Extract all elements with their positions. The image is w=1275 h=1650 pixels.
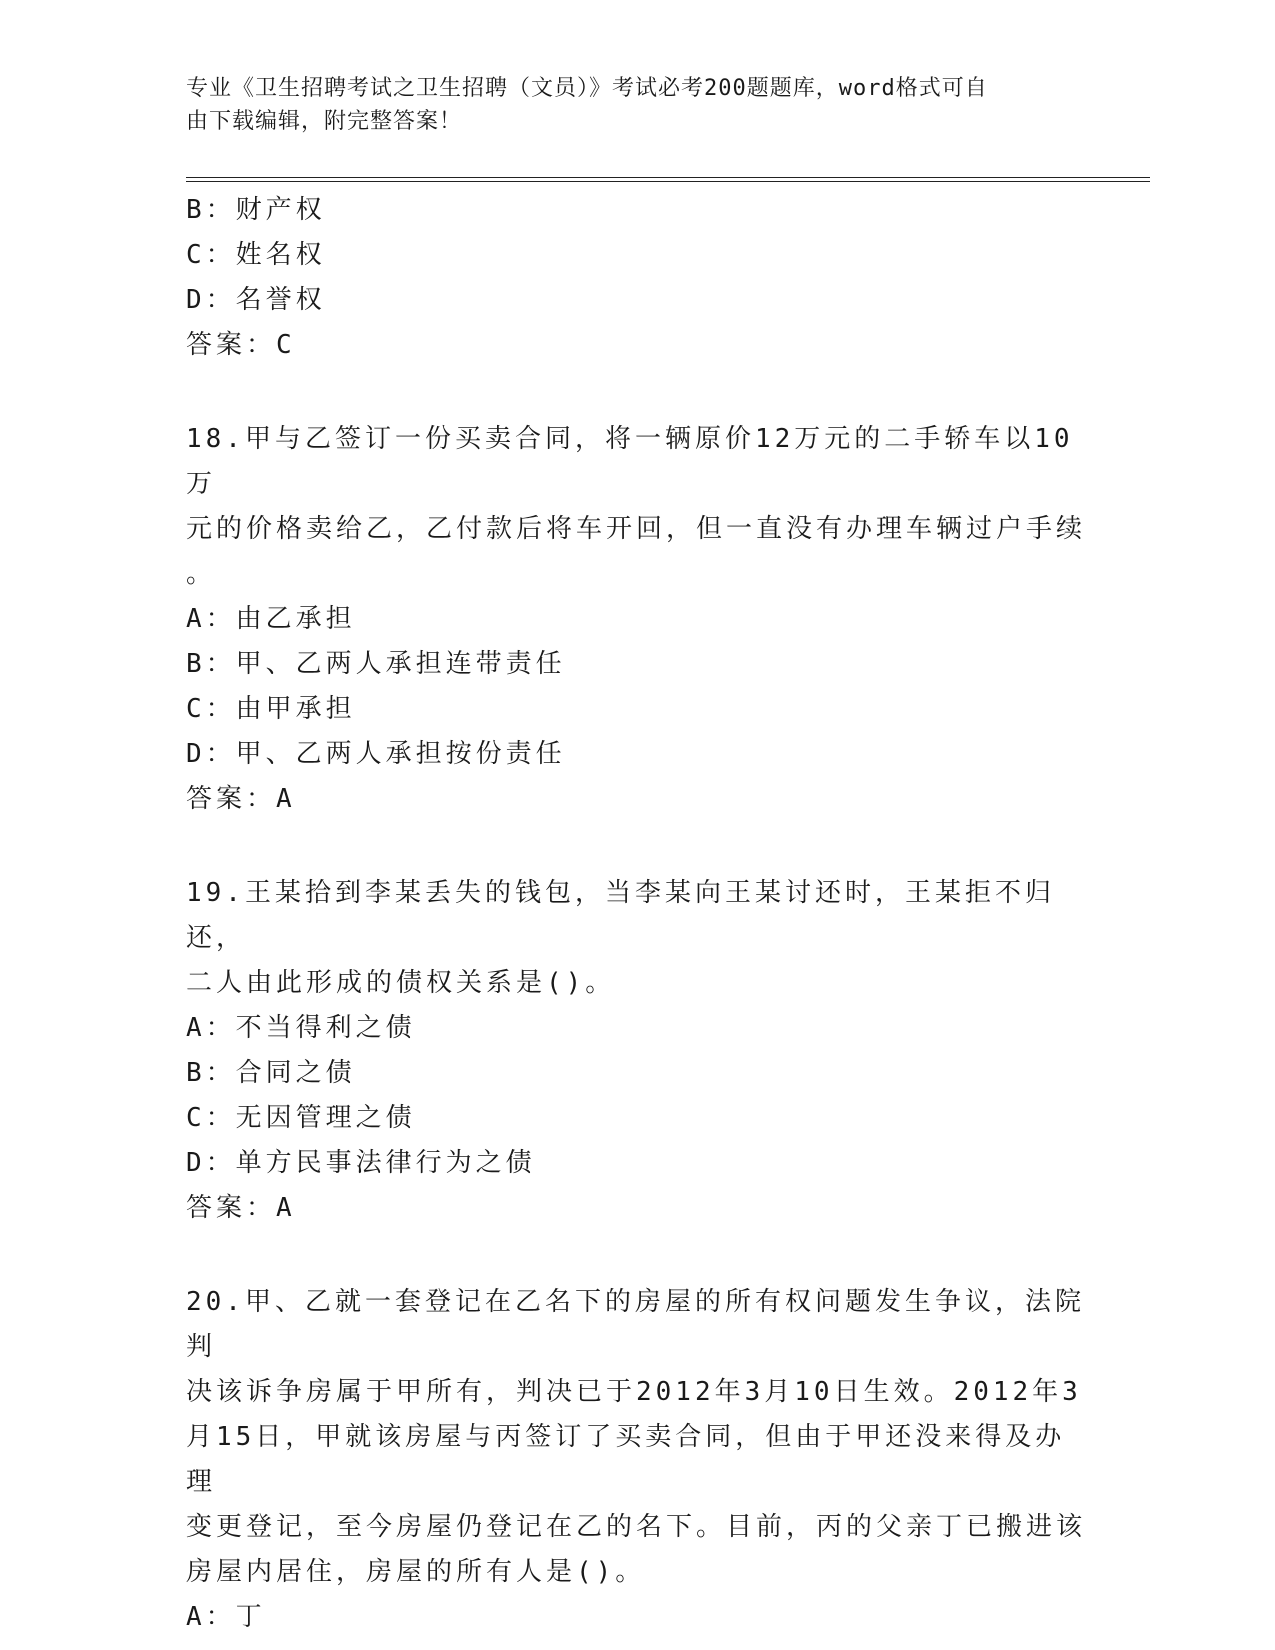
question-stem <box>186 871 1086 1006</box>
option-b: B：甲、乙两人承担连带责任 <box>186 649 566 679</box>
answer-line: 答案：A <box>186 1193 296 1223</box>
option-a: A：丁 <box>186 1602 266 1632</box>
header-rule-top <box>186 177 1150 178</box>
stem-line: 决该诉争房属于甲所有，判决已于2012年3月10日生效。2012年3 <box>186 1377 1082 1407</box>
question-17-continued <box>186 188 1086 368</box>
spacer <box>186 822 1086 871</box>
question-18 <box>186 417 1086 822</box>
stem-line: 20.甲、乙就一套登记在乙名下的房屋的所有权问题发生争议，法院判 <box>186 1287 1085 1362</box>
question-20 <box>186 1280 1086 1640</box>
option-c: C：姓名权 <box>186 240 326 270</box>
option-d: D：单方民事法律行为之债 <box>186 1148 536 1178</box>
stem-line: 。 <box>186 559 217 589</box>
stem-line: 月15日，甲就该房屋与丙签订了买卖合同，但由于甲还没来得及办理 <box>186 1422 1066 1497</box>
stem-line: 19.王某拾到李某丢失的钱包，当李某向王某讨还时，王某拒不归还， <box>186 878 1055 953</box>
stem-line: 元的价格卖给乙，乙付款后将车开回，但一直没有办理车辆过户手续 <box>186 514 1087 544</box>
question-stem <box>186 417 1086 597</box>
option-b: B：合同之债 <box>186 1058 356 1088</box>
answer-line: 答案：A <box>186 784 296 814</box>
option-a: A：由乙承担 <box>186 604 356 634</box>
answer-line: 答案：C <box>186 330 296 360</box>
document-body <box>186 188 1086 1640</box>
stem-line: 二人由此形成的债权关系是()。 <box>186 968 616 998</box>
option-d: D：名誉权 <box>186 285 326 315</box>
header-rule-bottom <box>186 181 1150 182</box>
option-a: A：不当得利之债 <box>186 1013 416 1043</box>
stem-line: 房屋内居住，房屋的所有人是()。 <box>186 1557 646 1587</box>
question-stem <box>186 1280 1086 1595</box>
header-line-1: 专业《卫生招聘考试之卫生招聘（文员）》考试必考200题题库，word格式可自 <box>186 76 988 101</box>
spacer <box>186 368 1086 417</box>
option-b: B：财产权 <box>186 195 326 225</box>
header-line-2: 由下载编辑，附完整答案！ <box>186 109 463 134</box>
stem-line: 18.甲与乙签订一份买卖合同，将一辆原价12万元的二手轿车以10万 <box>186 424 1074 499</box>
stem-line: 变更登记，至今房屋仍登记在乙的名下。目前，丙的父亲丁已搬进该 <box>186 1512 1087 1542</box>
spacer <box>186 1231 1086 1280</box>
option-d: D：甲、乙两人承担按份责任 <box>186 739 566 769</box>
document-header <box>186 72 1086 138</box>
option-c: C：无因管理之债 <box>186 1103 416 1133</box>
option-c: C：由甲承担 <box>186 694 356 724</box>
question-19 <box>186 871 1086 1231</box>
